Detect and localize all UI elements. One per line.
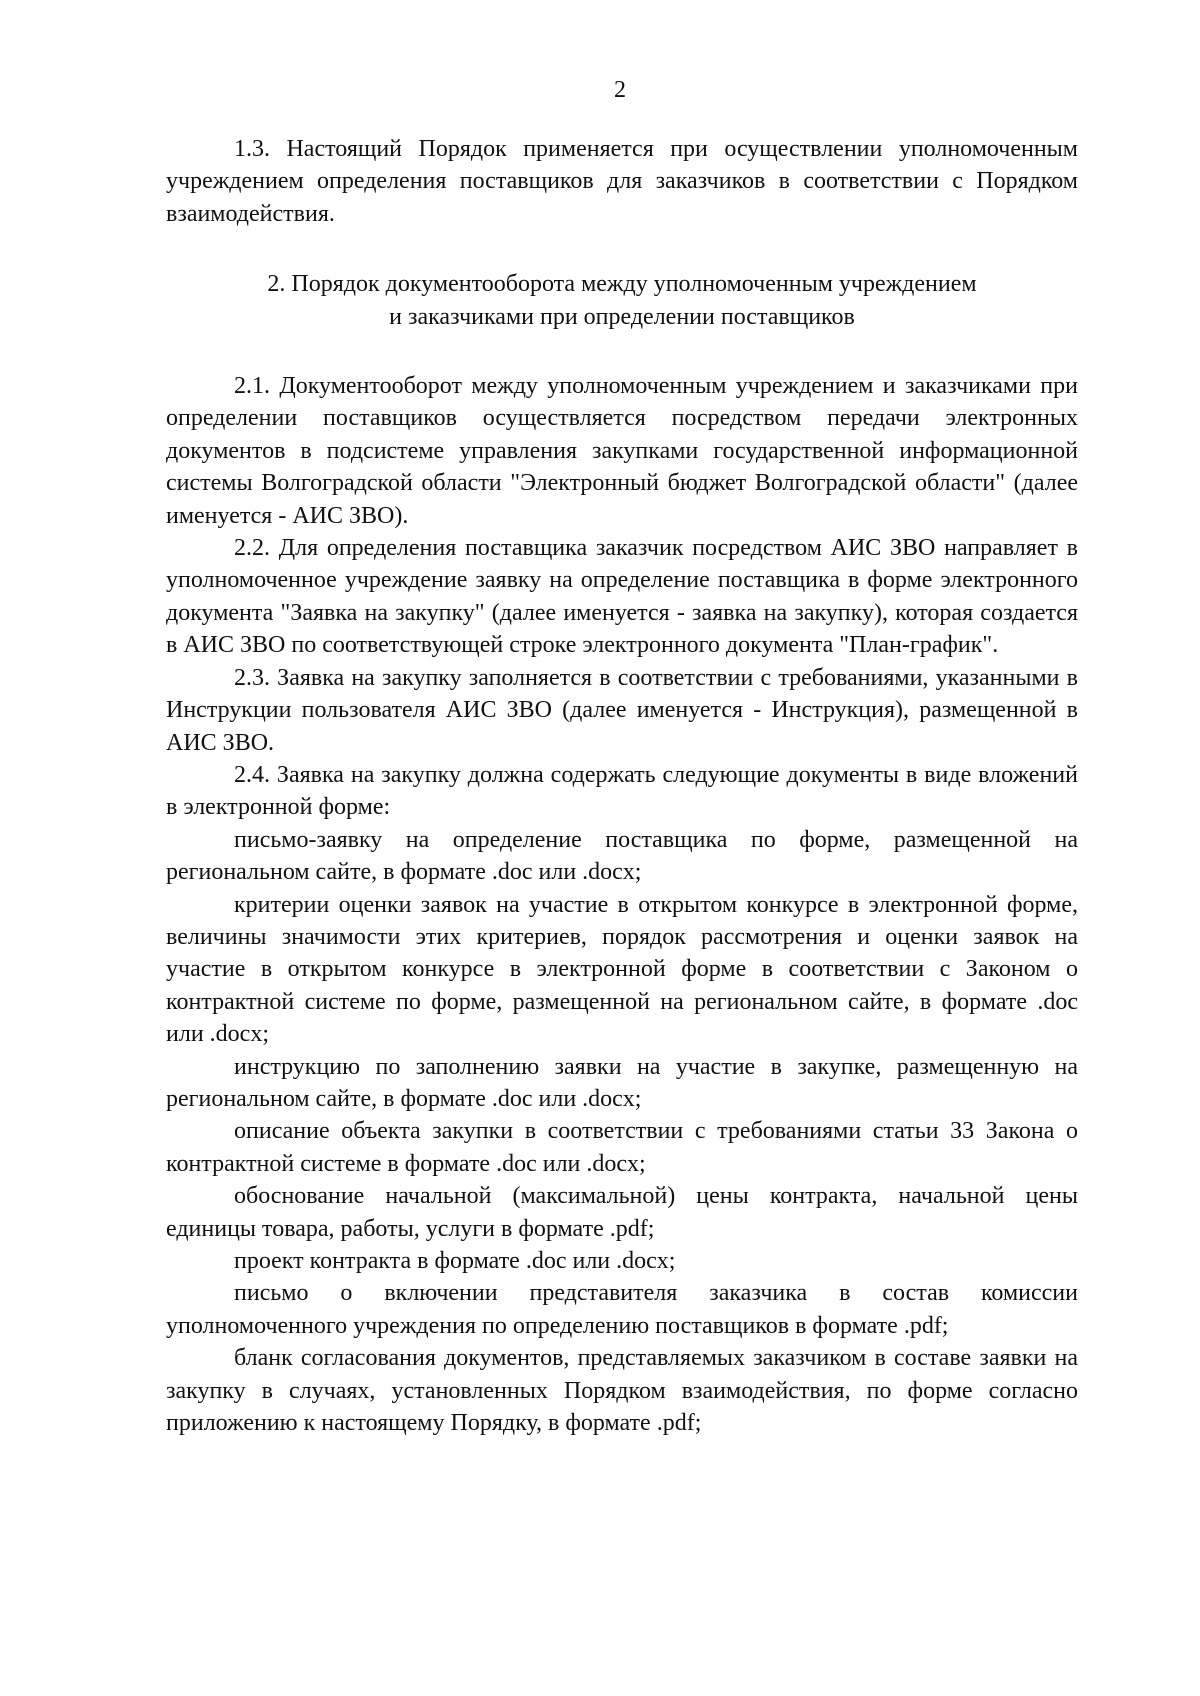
list-item: инструкцию по заполнению заявки на участие в закупке, размещенную на региональном сайте, в формате .doc или .docx; xyxy=(166,1053,1078,1112)
section-heading-line-1: 2. Порядок документооборота между уполномоченным учреждением xyxy=(267,271,977,298)
list-item: проект контракта в формате .doc или .docx; xyxy=(234,1248,676,1274)
paragraph-2-2: 2.2. Для определения поставщика заказчик посредством АИС ЗВО направляет в уполномоченное учреждение заявку на определение поставщика в форме электронного документа "Заявка на закупку" (далее именуется - заявка на закупку), которая создается в АИС ЗВО по соответствующей строке электронного документа "План-график". xyxy=(166,535,1078,659)
paragraph-2-4: 2.4. Заявка на закупку должна содержать следующие документы в виде вложений в электронной форме: xyxy=(166,761,1078,821)
list-item: обоснование начальной (максимальной) цены контракта, начальной цены единицы товара, работы, услуги в формате .pdf; xyxy=(166,1183,1078,1242)
section-heading xyxy=(166,268,1078,333)
document-body xyxy=(166,133,1078,1439)
list-item: письмо о включении представителя заказчика в состав комиссии уполномоченного учреждения по определению поставщиков в формате .pdf; xyxy=(166,1280,1078,1339)
section-heading-line-2: и заказчиками при определении поставщиков xyxy=(389,303,855,330)
paragraph-2-3: 2.3. Заявка на закупку заполняется в соответствии с требованиями, указанными в Инструкции пользователя АИС ЗВО (далее именуется - Инструкция), размещенной в АИС ЗВО. xyxy=(166,664,1078,756)
paragraph-2-1: 2.1. Документооборот между уполномоченным учреждением и заказчиками при определении поставщиков осуществляется посредством передачи электронных документов в подсистеме управления закупками государственной информационной системы Волгоградской области "Электронный бюджет Волгоградской области" (далее именуется - АИС ЗВО). xyxy=(166,373,1078,529)
page-number: 2 xyxy=(614,77,626,103)
paragraph-1-3: 1.3. Настоящий Порядок применяется при осуществлении уполномоченным учреждением определения поставщиков для заказчиков в соответствии с Порядком взаимодействия. xyxy=(166,136,1078,227)
list-item: описание объекта закупки в соответствии с требованиями статьи 33 Закона о контрактной системе в формате .doc или .docx; xyxy=(166,1118,1078,1177)
list-item: бланк согласования документов, представляемых заказчиком в составе заявки на закупку в случаях, установленных Порядком взаимодействия, по форме согласно приложению к настоящему Порядку, в формате .pdf; xyxy=(166,1345,1078,1437)
list-item: письмо-заявку на определение поставщика по форме, размещенной на региональном сайте, в формате .doc или .docx; xyxy=(166,826,1078,886)
list-item: критерии оценки заявок на участие в открытом конкурсе в электронной форме, величины значимости этих критериев, порядок рассмотрения и оценки заявок на участие в открытом конкурсе в электронной форме в соответствии с Законом о контрактной системе по форме, размещенной на региональном сайте, в формате .doc или .docx; xyxy=(166,891,1078,1048)
